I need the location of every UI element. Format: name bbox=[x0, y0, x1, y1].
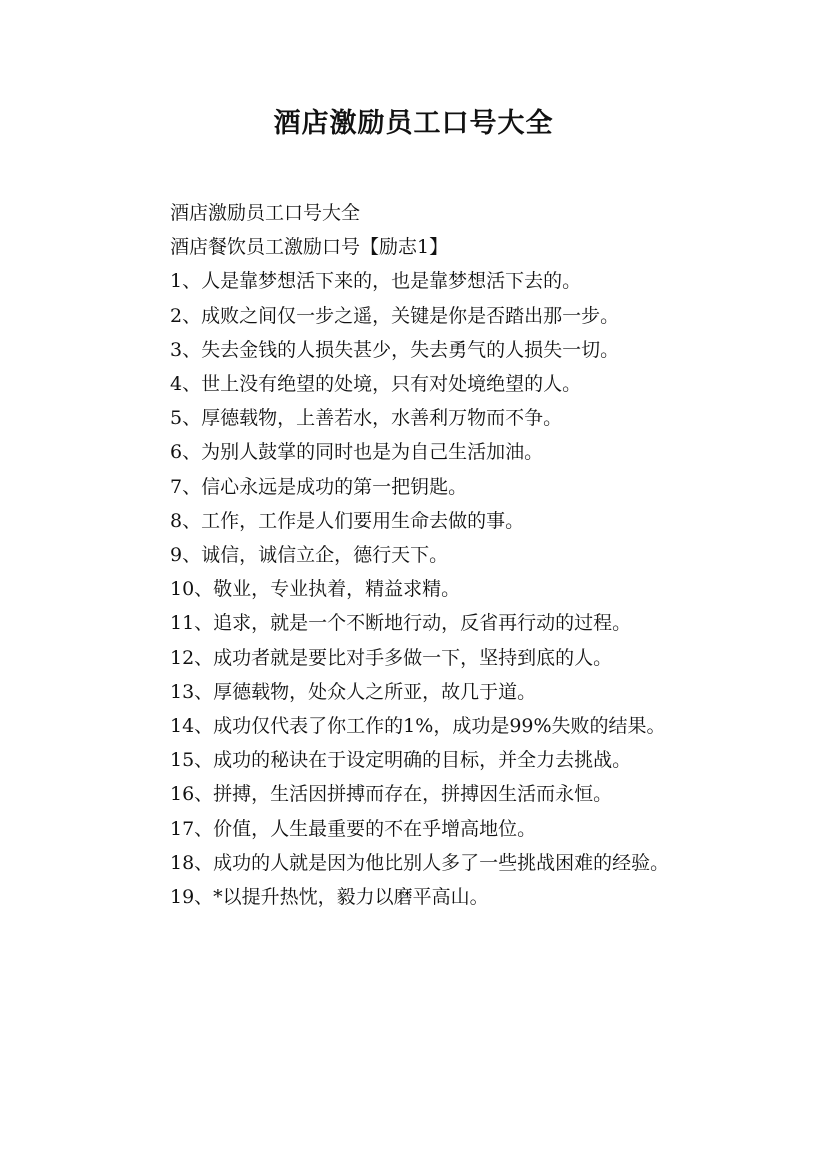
slogan-item: 10、敬业，专业执着，精益求精。 bbox=[170, 578, 461, 601]
slogan-item: 5、厚德载物，上善若水，水善利万物而不争。 bbox=[170, 407, 563, 430]
slogan-item: 14、成功仅代表了你工作的1%，成功是99%失败的结果。 bbox=[170, 715, 666, 738]
slogan-item: 1、人是靠梦想活下来的，也是靠梦想活下去的。 bbox=[170, 270, 582, 293]
document-body bbox=[114, 196, 724, 914]
slogan-item: 13、厚德载物，处众人之所亚，故几于道。 bbox=[170, 680, 537, 703]
paragraph-subheading: 酒店餐饮员工激励口号【励志1】 bbox=[170, 236, 449, 259]
paragraph-heading: 酒店激励员工口号大全 bbox=[170, 202, 361, 224]
slogan-item: 19、*以提升热忱，毅力以磨平高山。 bbox=[170, 886, 489, 909]
slogan-item: 2、成败之间仅一步之遥，关键是你是否踏出那一步。 bbox=[170, 304, 620, 327]
slogan-item: 8、工作，工作是人们要用生命去做的事。 bbox=[170, 509, 525, 532]
slogan-item: 17、价值，人生最重要的不在乎增高地位。 bbox=[170, 817, 537, 840]
slogan-item: 9、诚信，诚信立企，德行天下。 bbox=[170, 544, 449, 567]
document-title: 酒店激励员工口号大全 bbox=[273, 108, 554, 139]
slogan-item: 6、为别人鼓掌的同时也是为自己生活加油。 bbox=[170, 441, 544, 464]
slogan-item: 4、世上没有绝望的处境，只有对处境绝望的人。 bbox=[170, 373, 582, 396]
slogan-item: 16、拼搏，生活因拼搏而存在，拼搏因生活而永恒。 bbox=[170, 783, 613, 806]
slogan-item: 12、成功者就是要比对手多做一下，坚持到底的人。 bbox=[170, 646, 613, 669]
slogan-item: 15、成功的秘诀在于设定明确的目标，并全力去挑战。 bbox=[170, 749, 632, 772]
slogan-item: 3、失去金钱的人损失甚少，失去勇气的人损失一切。 bbox=[170, 338, 620, 361]
slogan-item: 7、信心永远是成功的第一把钥匙。 bbox=[170, 475, 468, 498]
slogan-item: 11、追求，就是一个不断地行动，反省再行动的过程。 bbox=[170, 612, 632, 635]
slogan-item: 18、成功的人就是因为他比别人多了一些挑战困难的经验。 bbox=[170, 851, 670, 874]
